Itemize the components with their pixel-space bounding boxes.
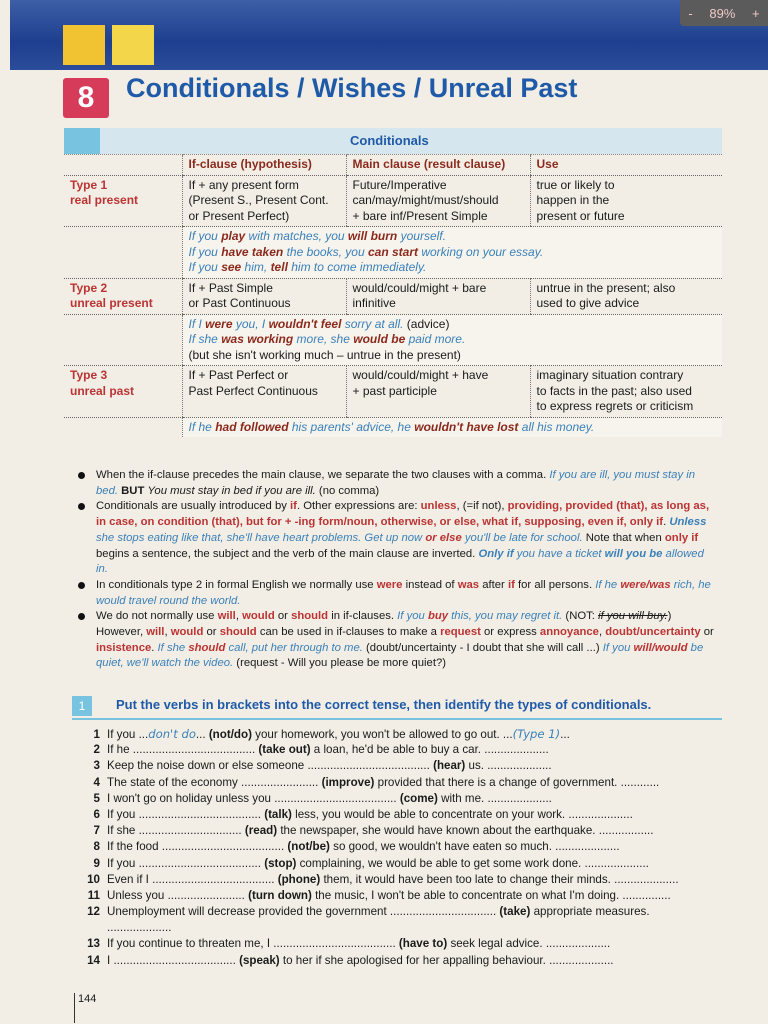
bullet-icon xyxy=(78,613,85,620)
type3-label: Type 3 unreal past xyxy=(64,366,182,418)
verb-prompt: (read) xyxy=(244,824,278,838)
exercise-instruction: Put the verbs in brackets into the correct tense, then identify the types of conditionals. xyxy=(116,697,652,712)
note-introducers: Conditionals are usually introduced by if. Other expressions are: unless, (=if not), providing, provided (that), as long as, in case, on condition (that), but for + -ing form/noun, otherwise, or else, what if, supposing, even if, only if. Unless she stops eating like that, she'll have heart problems. Get up now or else you'll be late for school. Note that when only if begins a sentence, the subject and the verb of the main clause are inverted. Only if you have a ticket will you be allowed in. xyxy=(78,499,718,578)
decorative-square xyxy=(112,25,154,65)
item-text: with me. .................... xyxy=(437,791,552,805)
item-number: 11 xyxy=(87,888,100,902)
item-text: appropriate measures. xyxy=(530,905,650,919)
exercise-item xyxy=(76,743,726,759)
item-text: The state of the economy ........................ xyxy=(107,775,322,789)
exercise-item xyxy=(76,873,726,889)
zoom-out-button[interactable]: - xyxy=(688,5,693,21)
item-number: 6 xyxy=(93,807,100,821)
bullet-icon xyxy=(78,582,85,589)
item-text: complaining, we would be able to get some work done. .................... xyxy=(296,856,649,870)
decorative-square xyxy=(63,25,105,65)
verb-prompt: (not/be) xyxy=(287,840,330,854)
verb-prompt: (take) xyxy=(499,905,531,919)
zoom-level: 89% xyxy=(709,5,736,21)
exercise-item xyxy=(76,889,726,905)
verb-prompt: (turn down) xyxy=(248,888,312,902)
exercise-item xyxy=(76,824,726,840)
exercise-item xyxy=(76,759,726,775)
item-number: 14 xyxy=(87,953,100,967)
item-text: If you ...................................... xyxy=(107,807,265,821)
bullet-icon xyxy=(78,503,85,510)
item-number: 5 xyxy=(93,791,100,805)
grammar-notes xyxy=(78,468,718,672)
verb-prompt: (talk) xyxy=(264,807,292,821)
exercise-item xyxy=(76,921,726,937)
item-number: 13 xyxy=(87,937,100,951)
exercise-item xyxy=(76,792,726,808)
type3-row xyxy=(64,366,722,418)
item-text: us. .................... xyxy=(465,759,552,773)
table-title: Conditionals xyxy=(350,133,429,148)
type1-use: true or likely to happen in the present or future xyxy=(530,175,722,227)
item-text: your homework, you won't be allowed to go out. ... xyxy=(251,728,513,741)
zoom-control xyxy=(680,0,768,26)
type1-row xyxy=(64,175,722,227)
unit-number-badge: 8 xyxy=(63,78,109,118)
exercise-number: 1 xyxy=(72,696,92,716)
type1-if-clause: If + any present form (Present S., Present Cont. or Present Perfect) xyxy=(182,175,346,227)
exercise-item xyxy=(76,937,726,953)
type3-main-clause: would/could/might + have + past participle xyxy=(346,366,530,418)
verb-prompt: (have to) xyxy=(398,937,448,951)
note-comma: When the if-clause precedes the main clause, we separate the two clauses with a comma. If you are ill, you must stay in bed. BUT You must stay in bed if you are ill. (no comma) xyxy=(78,468,718,499)
type1-main-clause: Future/Imperative can/may/might/must/should + bare inf/Present Simple xyxy=(346,175,530,227)
item-text: If he ...................................... xyxy=(107,743,259,757)
item-text: Keep the noise down or else someone ...................................... xyxy=(107,759,434,773)
item-text: If the food ...................................... xyxy=(107,840,288,854)
exercise-item xyxy=(76,776,726,792)
item-number: 12 xyxy=(87,905,100,919)
verb-prompt: (hear) xyxy=(433,759,466,773)
item-text: If you continue to threaten me, I ...................................... xyxy=(107,937,399,951)
item-text: If she ................................ xyxy=(107,824,245,838)
item-text: I ...................................... xyxy=(107,953,240,967)
verb-prompt: (not/do) xyxy=(208,728,252,741)
answer-text: don't do xyxy=(148,727,196,741)
exercise-item xyxy=(76,727,726,743)
type2-row xyxy=(64,278,722,314)
item-text: them, it would have been too late to change their minds. .................... xyxy=(320,872,679,886)
item-text: less, you would be able to concentrate on your work. .................... xyxy=(291,807,633,821)
item-number: 10 xyxy=(87,872,100,886)
type2-examples: If I were you, I wouldn't feel sorry at all. (advice) If she was working more, she would be paid more. (but she isn't working much – untrue in the present) xyxy=(64,314,722,366)
item-text: the newspaper, she would have known about the earthquake. ................. xyxy=(277,824,654,838)
type2-label: Type 2 unreal present xyxy=(64,278,182,314)
item-text: Unemployment will decrease provided the government ................................. xyxy=(107,905,500,919)
exercise-header xyxy=(72,694,722,720)
note-were: In conditionals type 2 in formal English we normally use were instead of was after if for all persons. If he were/was rich, he would travel round the world. xyxy=(78,578,718,609)
item-text: seek legal advice. .................... xyxy=(447,937,611,951)
note-will-would: We do not normally use will, would or should in if-clauses. If you buy this, you may regret it. (NOT: if you will buy.) However, will, would or should can be used in if-clauses to make a request or express annoyance, doubt/uncertainty or insistence. If she should call, put her through to me. (doubt/uncertainty - I doubt that she will call ...) If you will/would be quiet, we'll watch the video. (request - Will you please be more quiet?) xyxy=(78,609,718,672)
type2-if-clause: If + Past Simple or Past Continuous xyxy=(182,278,346,314)
item-text: ... xyxy=(560,728,570,741)
type1-label: Type 1 real present xyxy=(64,175,182,227)
item-text: so good, we wouldn't have eaten so much. .................... xyxy=(329,840,620,854)
item-text: I won't go on holiday unless you ...................................... xyxy=(107,791,400,805)
item-text: Even if I ...................................... xyxy=(107,872,278,886)
page-number: 144 xyxy=(74,993,96,1023)
exercise-item xyxy=(76,857,726,873)
header-main-clause: Main clause (result clause) xyxy=(346,155,530,176)
type2-use: untrue in the present; also used to give advice xyxy=(530,278,722,314)
header-use: Use xyxy=(530,155,722,176)
item-text: (Type 1) xyxy=(512,727,561,741)
zoom-in-button[interactable]: + xyxy=(752,5,760,21)
page-title: Conditionals / Wishes / Unreal Past xyxy=(126,73,578,103)
item-text: If you ... xyxy=(107,728,149,741)
item-number: 3 xyxy=(93,759,100,773)
item-text: to her if she apologised for her appalling behaviour. .................... xyxy=(279,953,614,967)
exercise-item xyxy=(76,905,726,921)
item-text: provided that there is a change of government. ............ xyxy=(374,775,660,789)
item-number: 1 xyxy=(93,728,100,741)
exercise-item xyxy=(76,840,726,856)
item-text: Unless you ........................ xyxy=(107,888,249,902)
type3-if-clause: If + Past Perfect or Past Perfect Continuous xyxy=(182,366,346,418)
item-text: ... xyxy=(195,728,209,741)
item-text: the music, I won't be able to concentrate on what I'm doing. ............... xyxy=(311,888,671,902)
table-title-accent xyxy=(64,128,100,154)
verb-prompt: (improve) xyxy=(321,775,375,789)
verb-prompt: (phone) xyxy=(277,872,321,886)
type1-examples: If you play with matches, you will burn yourself. If you have taken the books, you can start working on your essay. If you see him, tell him to come immediately. xyxy=(64,227,722,279)
verb-prompt: (speak) xyxy=(239,953,280,967)
exercise-items xyxy=(76,727,726,970)
bullet-icon xyxy=(78,472,85,479)
item-text: .................... xyxy=(107,921,172,935)
verb-prompt: (take out) xyxy=(258,743,311,757)
type3-examples: If he had followed his parents' advice, he wouldn't have lost all his money. xyxy=(64,417,722,437)
item-number: 7 xyxy=(93,824,100,838)
item-number: 8 xyxy=(93,840,100,854)
item-number: 9 xyxy=(93,856,100,870)
conditionals-grid xyxy=(64,154,722,437)
item-number: 2 xyxy=(93,743,100,757)
exercise-item xyxy=(76,808,726,824)
exercise-item xyxy=(76,954,726,970)
type2-main-clause: would/could/might + bare infinitive xyxy=(346,278,530,314)
verb-prompt: (come) xyxy=(399,791,438,805)
item-text: a loan, he'd be able to buy a car. .................... xyxy=(310,743,549,757)
table-title-bar xyxy=(64,128,722,154)
header-if-clause: If-clause (hypothesis) xyxy=(182,155,346,176)
type3-use: imaginary situation contrary to facts in the past; also used to express regrets or criticism xyxy=(530,366,722,418)
verb-prompt: (stop) xyxy=(264,856,297,870)
item-number: 4 xyxy=(93,775,100,789)
item-text: If you ...................................... xyxy=(107,856,265,870)
